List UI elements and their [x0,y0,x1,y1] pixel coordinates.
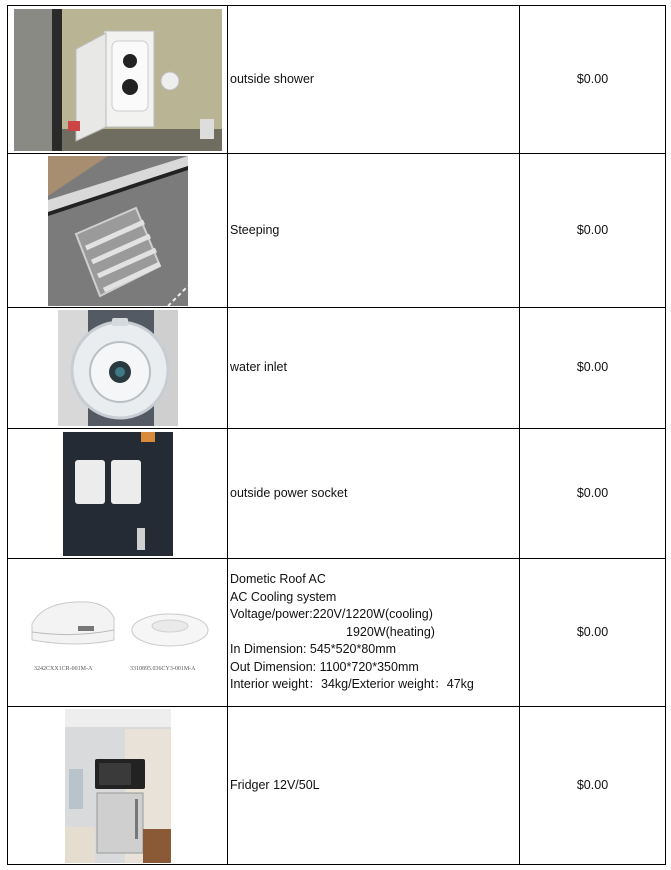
item-price: $0.00 [576,360,609,375]
description-cell [228,308,520,429]
ac-detail: 1920W(heating) [346,624,435,639]
table-row [8,707,666,865]
image-cell [8,559,228,707]
description-cell [228,6,520,154]
ac-detail: Interior weight：34kg/Exterior weight：47kg [230,677,474,692]
price-cell [520,559,666,707]
image-cell [8,308,228,429]
ac-caption-left: 3242CXX1CR-001M-A [33,665,92,672]
price-cell [520,154,666,308]
table-row [8,429,666,559]
item-name: water inlet [230,360,287,375]
product-table [7,5,666,865]
fridge-photo [65,709,171,863]
description-cell [228,154,520,308]
item-name: Steeping [230,222,280,237]
ac-detail: Voltage/power:220V/1220W(cooling) [230,607,433,622]
table-row [8,6,666,154]
description-cell [228,707,520,865]
image-cell [8,154,228,308]
step-photo [48,156,188,306]
ac-detail: In Dimension: 545*520*80mm [230,642,397,657]
item-price: $0.00 [576,485,609,500]
ac-detail: AC Cooling system [230,589,337,604]
power-socket-photo [63,432,173,556]
water-inlet-photo [58,310,178,426]
item-name: outside power socket [230,485,348,500]
ac-title: Dometic Roof AC [230,572,326,587]
item-price: $0.00 [576,624,609,639]
image-cell [8,429,228,559]
outside-shower-photo [14,9,222,151]
image-cell [8,707,228,865]
item-price: $0.00 [576,222,609,237]
price-cell [520,6,666,154]
item-name: Fridger 12V/50L [230,777,320,792]
table-row [8,559,666,707]
table-row [8,154,666,308]
item-price: $0.00 [576,777,609,792]
description-cell [228,429,520,559]
ac-detail: Out Dimension: 1100*720*350mm [230,659,419,674]
item-name: outside shower [230,71,315,86]
ac-caption-right: 3310895.036CY3-001M-A [129,665,195,672]
roof-ac-photo [18,588,218,678]
image-cell [8,6,228,154]
item-price: $0.00 [576,71,609,86]
price-cell [520,707,666,865]
description-cell [228,559,520,707]
price-cell [520,429,666,559]
table-row [8,308,666,429]
price-cell [520,308,666,429]
